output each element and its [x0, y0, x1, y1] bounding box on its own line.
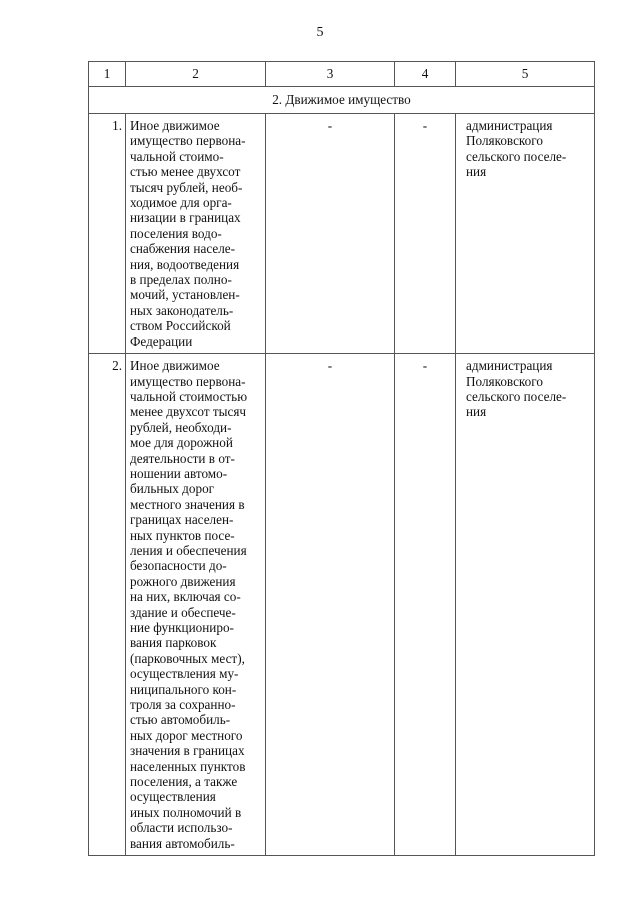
col3-value: -	[266, 354, 395, 856]
property-name-line: мое для дорожной	[130, 435, 233, 451]
property-name-line: безопасности до-	[130, 558, 227, 574]
property-name-line: значения в границах	[130, 743, 245, 759]
property-name-line: мочий, установлен-	[130, 287, 240, 303]
property-name-line: ления и обеспечения	[130, 542, 247, 558]
property-name-line: Иное движимое	[130, 118, 220, 133]
property-name-line: ных дорог местного	[130, 727, 243, 743]
property-name-line: (парковочных мест),	[130, 650, 245, 666]
row-number: 1.	[89, 114, 126, 354]
table-row	[89, 114, 595, 354]
section-title: 2. Движимое имущество	[89, 87, 595, 114]
col4-value: -	[395, 114, 456, 354]
property-name-line: ния, водоотведения	[130, 256, 240, 272]
owner-cell	[456, 114, 595, 354]
property-name-line: чальной стоимо-	[130, 148, 224, 164]
owner-line: Поляковского	[466, 133, 543, 149]
property-name-line: деятельности в от-	[130, 450, 235, 466]
owner-cell	[456, 354, 595, 856]
owner-line: Поляковского	[466, 373, 543, 389]
property-name-line: в пределах полно-	[130, 272, 232, 288]
property-name-line: местного значения в	[130, 496, 245, 512]
property-name-line: границах населен-	[130, 512, 234, 528]
property-name-line: чальной стоимостью	[130, 388, 248, 404]
property-name-line: населенных пунктов	[130, 758, 246, 774]
property-name-line: ниципального кон-	[130, 681, 237, 697]
property-name-line: рожного движения	[130, 573, 236, 589]
page-number: 5	[316, 25, 324, 40]
owner-line: администрация	[466, 118, 553, 133]
property-name-cell	[126, 354, 266, 856]
property-name-line: ных пунктов посе-	[130, 527, 235, 543]
col4-value: -	[395, 354, 456, 856]
section-title-row	[89, 87, 595, 114]
property-name-line: тысяч рублей, необ-	[130, 179, 243, 195]
property-name-line: рублей, необходи-	[130, 419, 232, 435]
property-name-line: ных законодатель-	[130, 302, 234, 318]
property-name-line: ством Российской	[130, 318, 231, 334]
property-name-line: троля за сохранно-	[130, 697, 236, 713]
property-name-line: бильных дорог	[130, 481, 215, 497]
property-name-line: осуществления му-	[130, 666, 239, 682]
column-number-header-row	[89, 62, 595, 87]
property-name-line: снабжения населе-	[130, 241, 236, 257]
property-name-line: ние функциониро-	[130, 620, 234, 635]
row-number: 2.	[89, 354, 126, 856]
table-row	[89, 354, 595, 856]
header-col-4: 4	[395, 62, 456, 87]
owner-line: ния	[466, 404, 487, 420]
owner-line: администрация	[466, 358, 553, 374]
property-name-line: ходимое для орга-	[130, 195, 232, 211]
property-name-line: поселения, а также	[130, 774, 238, 790]
owner-line: ния	[466, 164, 487, 180]
property-name-line: поселения водо-	[130, 225, 222, 241]
property-name-line: на них, включая со-	[130, 589, 241, 605]
header-col-2: 2	[126, 62, 266, 87]
property-name-line: стью автомобиль-	[130, 712, 231, 728]
header-col-5: 5	[456, 62, 595, 87]
owner-line: сельского поселе-	[466, 148, 567, 164]
property-name-line: имущество первона-	[130, 133, 246, 149]
header-col-3: 3	[266, 62, 395, 87]
header-col-1: 1	[89, 62, 126, 87]
property-name-line: осуществления	[130, 789, 216, 805]
property-name-line: Иное движимое	[130, 358, 220, 374]
property-name-line: вания парковок	[130, 635, 217, 651]
property-name-line: низации в границах	[130, 210, 241, 226]
property-name-cell	[126, 114, 266, 354]
property-name-line: стью менее двухсот	[130, 164, 241, 180]
property-name-line: вания автомобиль-	[130, 835, 235, 851]
property-name-line: ношении автомо-	[130, 465, 228, 481]
property-name-line: Федерации	[130, 333, 193, 349]
property-registry-table	[88, 61, 595, 856]
property-name-line: менее двухсот тысяч	[130, 404, 247, 420]
owner-line: сельского поселе-	[466, 388, 567, 404]
property-name-line: здание и обеспече-	[130, 604, 236, 620]
property-name-line: иных полномочий в	[130, 804, 242, 820]
property-name-line: имущество первона-	[130, 373, 246, 389]
col3-value: -	[266, 114, 395, 354]
property-name-line: области использо-	[130, 820, 233, 836]
